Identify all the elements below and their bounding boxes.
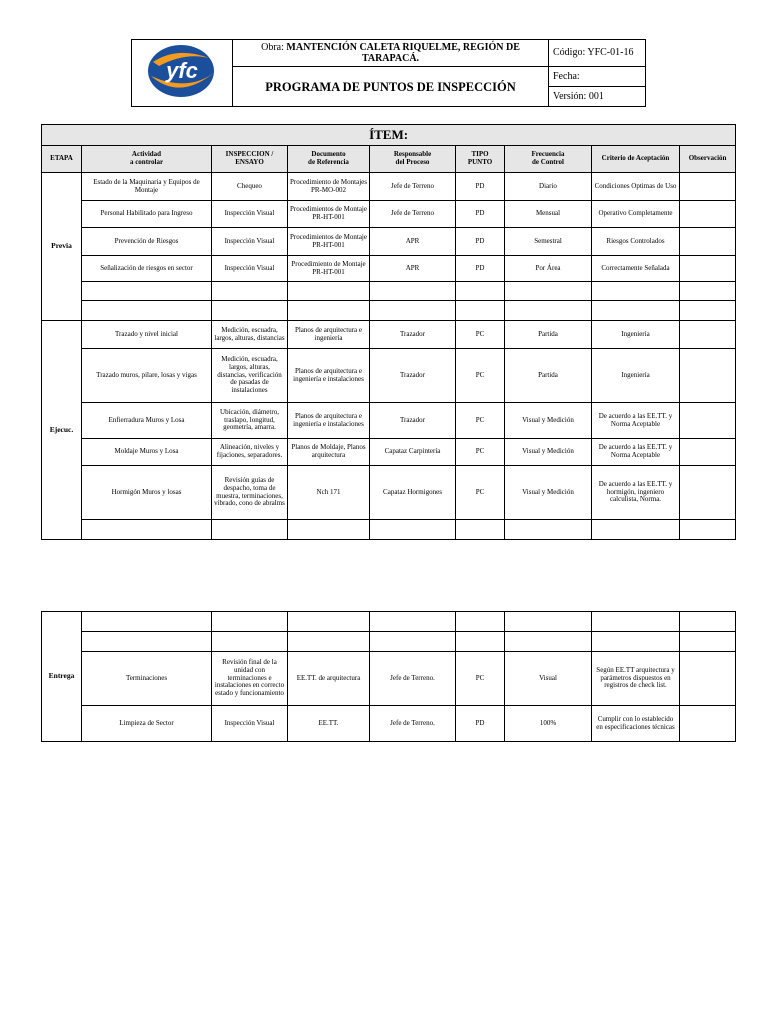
cell-inspeccion: [212, 282, 288, 301]
logo-text: yfc: [166, 58, 198, 84]
obra-label: Obra:: [261, 42, 284, 53]
col-responsable: Responsable del Proceso: [370, 146, 456, 173]
cell-documento: Procedimientos de Montaje PR-HT-001: [288, 201, 370, 228]
cell-inspeccion: Revisión guías de despacho, toma de muestra, terminaciones, vibrado, cono de abralms: [212, 466, 288, 520]
cell-obs: [680, 201, 736, 228]
table-row: [42, 201, 736, 228]
cell-documento: [288, 632, 370, 652]
cell-actividad: Estado de la Maquinaria y Equipos de Montaje: [82, 173, 212, 201]
cell-inspeccion: [212, 612, 288, 632]
cell-responsable: [370, 632, 456, 652]
cell-tipo: [456, 612, 505, 632]
cell-documento: [288, 612, 370, 632]
cell-frecuencia: Por Área: [505, 256, 592, 282]
cell-obs: [680, 652, 736, 706]
cell-actividad: [82, 612, 212, 632]
cell-responsable: APR: [370, 256, 456, 282]
cell-actividad: [82, 282, 212, 301]
cell-responsable: Capataz Hormigones: [370, 466, 456, 520]
cell-obs: [680, 282, 736, 301]
cell-obs: [680, 403, 736, 439]
fecha-cell: Fecha:: [549, 67, 646, 87]
cell-tipo: PC: [456, 439, 505, 466]
item-title: ÍTEM:: [42, 125, 736, 146]
cell-obs: [680, 466, 736, 520]
cell-actividad: Prevención de Riesgos: [82, 228, 212, 256]
cell-obs: [680, 520, 736, 540]
cell-documento: Procedimiento de Montaje PR-HT-001: [288, 256, 370, 282]
cell-criterio: [592, 301, 680, 321]
cell-responsable: Jefe de Terreno: [370, 201, 456, 228]
col-etapa: ETAPA: [42, 146, 82, 173]
table-row: [42, 439, 736, 466]
ejecuc-section: [42, 321, 736, 540]
blank-row: [42, 520, 736, 540]
cell-inspeccion: Medición, escuadra, largos, alturas, distancias, verificación de pasadas de instalaciones: [212, 349, 288, 403]
col-observacion: Observación: [680, 146, 736, 173]
blank-row: [42, 632, 736, 652]
cell-inspeccion: Medición, escuadra, largos, alturas, distancias: [212, 321, 288, 349]
cell-documento: Procedimiento de Montajes PR-MO-002: [288, 173, 370, 201]
cell-frecuencia: [505, 520, 592, 540]
col-criterio: Criterio de Aceptación: [592, 146, 680, 173]
table-row: [42, 706, 736, 742]
cell-criterio: [592, 612, 680, 632]
cell-criterio: [592, 282, 680, 301]
cell-criterio: De acuerdo a las EE.TT. y hormigón, ingeniero calculista, Norma.: [592, 466, 680, 520]
company-logo: [132, 40, 233, 107]
cell-criterio: [592, 632, 680, 652]
obra-value: MANTENCIÓN CALETA RIQUELME, REGIÓN DE TARAPACÁ.: [286, 42, 520, 64]
cell-inspeccion: Inspección Visual: [212, 201, 288, 228]
cell-criterio: Riesgos Controlados: [592, 228, 680, 256]
cell-responsable: Jefe de Terreno: [370, 173, 456, 201]
table-row: [42, 403, 736, 439]
cell-criterio: Según EE.TT arquitectura y parámetros dispuestos en registros de check list.: [592, 652, 680, 706]
col-actividad: Actividad a controlar: [82, 146, 212, 173]
cell-frecuencia: Visual y Medición: [505, 403, 592, 439]
cell-tipo: PD: [456, 706, 505, 742]
cell-actividad: Terminaciones: [82, 652, 212, 706]
inspection-table-entrega: [41, 611, 736, 742]
cell-obs: [680, 439, 736, 466]
cell-responsable: Trazador: [370, 403, 456, 439]
cell-inspeccion: Ubicación, diámetro, traslapo, longitud, geometría, amarra.: [212, 403, 288, 439]
cell-frecuencia: Partida: [505, 321, 592, 349]
cell-actividad: [82, 520, 212, 540]
cell-obs: [680, 173, 736, 201]
cell-inspeccion: Alineación, niveles y fijaciones, separadores.: [212, 439, 288, 466]
cell-inspeccion: [212, 632, 288, 652]
entrega-section: [42, 612, 736, 742]
cell-criterio: Correctamente Señalada: [592, 256, 680, 282]
codigo-cell: Código: YFC-01-16: [549, 40, 646, 67]
cell-responsable: Trazador: [370, 321, 456, 349]
cell-criterio: [592, 520, 680, 540]
table-row: [42, 256, 736, 282]
col-frecuencia: Frecuencia de Control: [505, 146, 592, 173]
cell-frecuencia: Visual y Medición: [505, 466, 592, 520]
cell-inspeccion: Inspección Visual: [212, 706, 288, 742]
version-cell: Versión: 001: [549, 87, 646, 107]
cell-inspeccion: Revisión final de la unidad con terminaciones e instalaciones en correcto estado y funcionamiento: [212, 652, 288, 706]
cell-tipo: PC: [456, 466, 505, 520]
cell-inspeccion: Inspección Visual: [212, 256, 288, 282]
cell-responsable: Capataz Carpintería: [370, 439, 456, 466]
cell-actividad: Moldaje Muros y Losa: [82, 439, 212, 466]
cell-responsable: [370, 282, 456, 301]
page-title: PROGRAMA DE PUNTOS DE INSPECCIÓN: [233, 67, 549, 107]
cell-frecuencia: Visual: [505, 652, 592, 706]
cell-criterio: De acuerdo a las EE.TT. y Norma Aceptable: [592, 403, 680, 439]
cell-obs: [680, 301, 736, 321]
cell-documento: [288, 301, 370, 321]
cell-criterio: Ingeniería: [592, 321, 680, 349]
cell-frecuencia: [505, 282, 592, 301]
cell-obs: [680, 228, 736, 256]
previa-section: [42, 173, 736, 321]
cell-responsable: APR: [370, 228, 456, 256]
cell-tipo: PD: [456, 173, 505, 201]
cell-criterio: Ingeniería: [592, 349, 680, 403]
stage-label: Previa: [42, 173, 82, 321]
cell-criterio: De acuerdo a las EE.TT. y Norma Aceptable: [592, 439, 680, 466]
table-row: [42, 466, 736, 520]
cell-responsable: [370, 301, 456, 321]
cell-inspeccion: Inspección Visual: [212, 228, 288, 256]
cell-inspeccion: Chequeo: [212, 173, 288, 201]
inspection-table-main: [41, 124, 736, 540]
obra-cell: [233, 40, 549, 67]
cell-frecuencia: Mensual: [505, 201, 592, 228]
cell-obs: [680, 706, 736, 742]
cell-tipo: PC: [456, 349, 505, 403]
cell-inspeccion: [212, 520, 288, 540]
cell-actividad: Trazado muros, pilare, losas y vigas: [82, 349, 212, 403]
cell-frecuencia: Semestral: [505, 228, 592, 256]
cell-frecuencia: Partida: [505, 349, 592, 403]
cell-actividad: Señalización de riesgos en sector: [82, 256, 212, 282]
cell-obs: [680, 612, 736, 632]
cell-tipo: PC: [456, 403, 505, 439]
cell-documento: EE.TT.: [288, 706, 370, 742]
blank-row: [42, 282, 736, 301]
cell-documento: EE.TT. de arquitectura: [288, 652, 370, 706]
cell-obs: [680, 321, 736, 349]
cell-responsable: Jefe de Terreno.: [370, 652, 456, 706]
cell-documento: Nch 171: [288, 466, 370, 520]
cell-criterio: Cumplir con lo establecido en especificaciones técnicas: [592, 706, 680, 742]
cell-frecuencia: [505, 632, 592, 652]
cell-obs: [680, 632, 736, 652]
yfc-logo-icon: [137, 40, 227, 102]
cell-tipo: [456, 632, 505, 652]
cell-actividad: Enfierradura Muros y Losa: [82, 403, 212, 439]
cell-tipo: [456, 520, 505, 540]
cell-responsable: Trazador: [370, 349, 456, 403]
cell-tipo: PC: [456, 652, 505, 706]
cell-documento: Planos de arquitectura e ingeniería e instalaciones: [288, 403, 370, 439]
cell-documento: Procedimientos de Montaje PR-HT-001: [288, 228, 370, 256]
cell-actividad: Personal Habilitado para Ingreso: [82, 201, 212, 228]
table-row: [42, 349, 736, 403]
cell-tipo: PC: [456, 321, 505, 349]
cell-actividad: [82, 632, 212, 652]
cell-actividad: [82, 301, 212, 321]
cell-frecuencia: 100%: [505, 706, 592, 742]
cell-actividad: Hormigón Muros y losas: [82, 466, 212, 520]
cell-frecuencia: Visual y Medición: [505, 439, 592, 466]
cell-tipo: [456, 282, 505, 301]
stage-label: Ejecuc.: [42, 321, 82, 540]
document-header: [131, 39, 646, 107]
cell-obs: [680, 256, 736, 282]
cell-tipo: [456, 301, 505, 321]
cell-tipo: PD: [456, 228, 505, 256]
table-row: [42, 228, 736, 256]
cell-obs: [680, 349, 736, 403]
cell-documento: Planos de Moldaje, Planos arquitectura: [288, 439, 370, 466]
cell-actividad: Trazado y nivel inicial: [82, 321, 212, 349]
column-header-row: [42, 146, 736, 173]
cell-documento: Planos de arquitectura e ingeniería e instalaciones: [288, 349, 370, 403]
col-documento: Documento de Referencia: [288, 146, 370, 173]
col-inspeccion: INSPECCION / ENSAYO: [212, 146, 288, 173]
table-row: [42, 321, 736, 349]
table-row: [42, 173, 736, 201]
blank-row: [42, 612, 736, 632]
cell-frecuencia: [505, 612, 592, 632]
cell-criterio: Operativo Completamente: [592, 201, 680, 228]
cell-actividad: Limpieza de Sector: [82, 706, 212, 742]
col-tipo: TIPO PUNTO: [456, 146, 505, 173]
cell-frecuencia: Diario: [505, 173, 592, 201]
cell-frecuencia: [505, 301, 592, 321]
cell-documento: [288, 520, 370, 540]
cell-inspeccion: [212, 301, 288, 321]
table-row: [42, 652, 736, 706]
stage-label: Entrega: [42, 612, 82, 742]
cell-documento: Planos de arquitectura e ingeniería: [288, 321, 370, 349]
cell-documento: [288, 282, 370, 301]
cell-responsable: Jefe de Terreno.: [370, 706, 456, 742]
cell-responsable: [370, 520, 456, 540]
cell-responsable: [370, 612, 456, 632]
cell-criterio: Condiciones Optimas de Uso: [592, 173, 680, 201]
cell-tipo: PD: [456, 256, 505, 282]
cell-tipo: PD: [456, 201, 505, 228]
blank-row: [42, 301, 736, 321]
